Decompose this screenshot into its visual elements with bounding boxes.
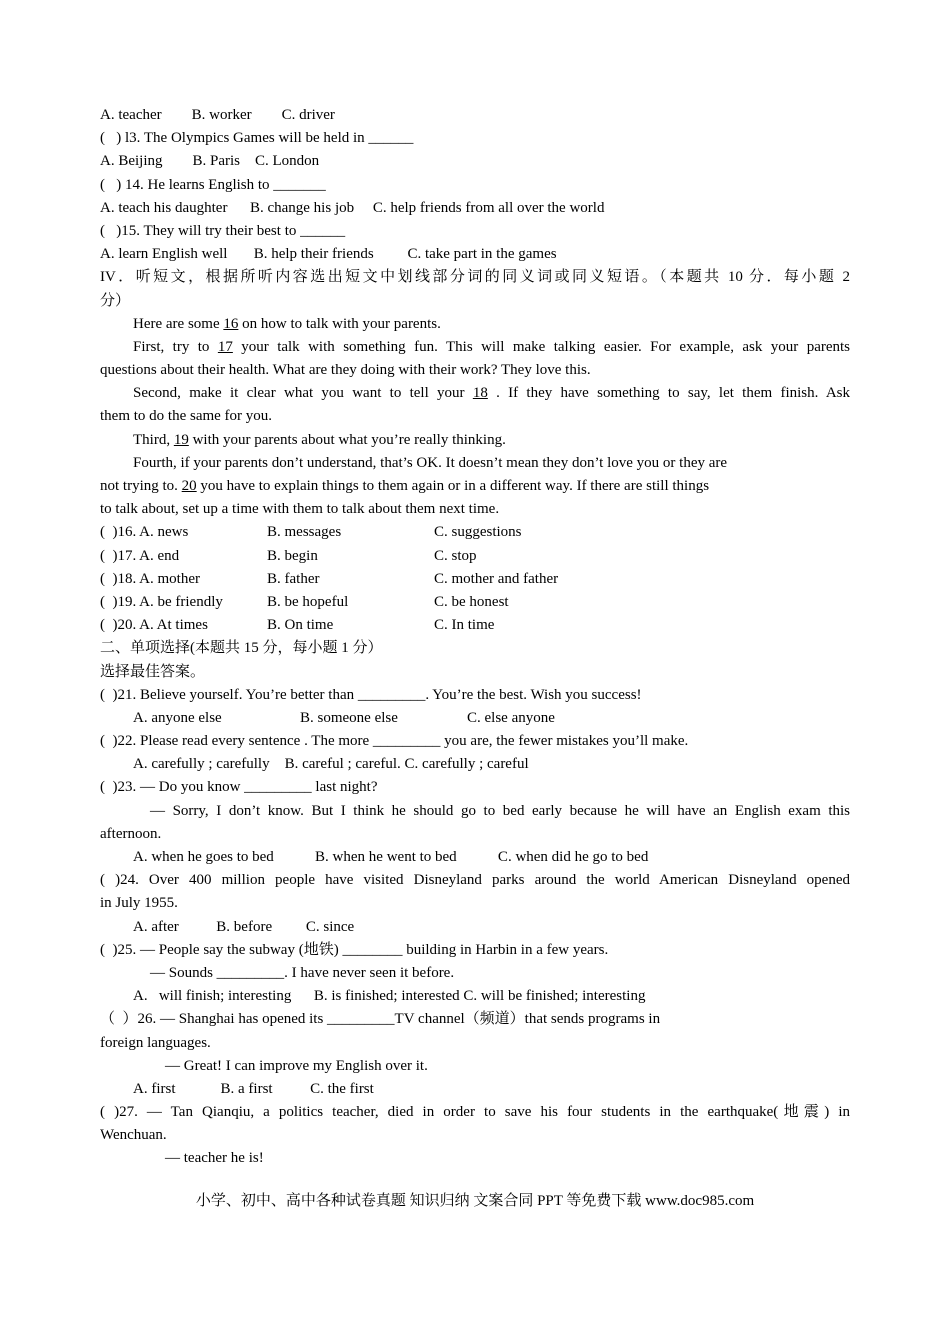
q13-options: A. Beijing B. Paris C. London bbox=[100, 153, 320, 170]
passage-paragraph-5-cont bbox=[100, 475, 850, 498]
q14-options: A. teach his daughter B. change his job C. help friends from all over the world bbox=[100, 199, 605, 216]
q24-stem-cont: in July 1955. bbox=[100, 895, 178, 912]
section4-heading: IV．听短文，根据所听内容选出短文中划线部分词的同义词或同义短语。（本题共 10 分．每小题 2 bbox=[100, 269, 850, 286]
option-b: B. father bbox=[267, 570, 320, 587]
blank-19: 19 bbox=[173, 431, 189, 448]
option-c: C. In time bbox=[434, 617, 495, 634]
blank-18: 18 bbox=[472, 385, 488, 402]
passage-text: Here are some bbox=[133, 315, 224, 332]
passage-text: Second, make it clear what you want to tell your bbox=[133, 385, 473, 402]
passage-paragraph-2 bbox=[100, 336, 850, 359]
q22-options: A. carefully ; carefully B. careful ; careful. C. carefully ; careful bbox=[133, 756, 529, 773]
passage-paragraph-2-cont: questions about their health. What are they doing with their work? They love this. bbox=[100, 362, 591, 379]
passage-text: with your parents about what you’re really thinking. bbox=[188, 431, 506, 448]
q25-reply: — Sounds _________. I have never seen it before. bbox=[150, 964, 455, 981]
passage-paragraph-5: Fourth, if your parents don’t understand, that’s OK. It doesn’t mean they don’t love you or they are bbox=[133, 454, 728, 471]
option-b: B. someone else bbox=[300, 709, 398, 726]
q23-reply: — Sorry, I don’t know. But I think he should go to bed early because he will have an English exam this bbox=[150, 802, 850, 819]
q26-options: A. first B. a first C. the first bbox=[133, 1080, 374, 1097]
q23-options: A. when he goes to bed B. when he went to bed C. when did he go to bed bbox=[133, 849, 649, 865]
q24-options: A. after B. before C. since bbox=[133, 918, 355, 935]
page-footer: 小学、初中、高中各种试卷真题 知识归纳 文案合同 PPT 等免费下载 www.doc985.com bbox=[195, 1193, 755, 1209]
q16-row bbox=[100, 521, 850, 544]
question-number-option-a: ( )17. A. end bbox=[100, 547, 180, 564]
q26-stem: （ ）26. — Shanghai has opened its _________TV channel（频道）that sends programs in bbox=[100, 1011, 661, 1028]
section2-heading: 二、单项选择(本题共 15 分，每小题 1 分） bbox=[100, 640, 383, 657]
q23-reply-cont: afternoon. bbox=[100, 825, 162, 842]
q23-stem: ( )23. — Do you know _________ last night? bbox=[100, 779, 378, 796]
q21-stem: ( )21. Believe yourself. You’re better than _________. You’re the best. Wish you success! bbox=[100, 686, 642, 703]
passage-text: you have to explain things to them again or in a different way. If there are still things bbox=[196, 478, 710, 494]
passage-text: your talk with something fun. This will make talking easier. For example, ask your parents bbox=[232, 338, 851, 355]
q15-options: A. learn English well B. help their friends C. take part in the games bbox=[100, 246, 557, 263]
q18-row bbox=[100, 568, 850, 591]
q27-stem: ( )27. — Tan Qianqiu, a politics teacher, died in order to save his four students in the earthquake(地震) in bbox=[100, 1104, 850, 1121]
q27-reply: — teacher he is! bbox=[165, 1150, 264, 1167]
question-number-option-a: ( )18. A. mother bbox=[100, 570, 200, 587]
passage-text: Third, bbox=[133, 431, 174, 448]
option-c: C. be honest bbox=[434, 593, 509, 610]
q24-stem: ( )24. Over 400 million people have visited Disneyland parks around the world American Disneyland opened bbox=[100, 872, 850, 889]
q20-row bbox=[100, 614, 850, 637]
option-b: B. begin bbox=[267, 547, 318, 564]
q26-reply: — Great! I can improve my English over it. bbox=[165, 1057, 428, 1074]
passage-paragraph-4 bbox=[100, 429, 850, 452]
q19-row bbox=[100, 591, 850, 614]
q25-stem: ( )25. — People say the subway (地铁) ________ building in Harbin in a few years. bbox=[100, 941, 609, 958]
passage-paragraph-3-cont: them to do the same for you. bbox=[100, 408, 273, 425]
q21-options bbox=[100, 707, 850, 730]
option-b: B. On time bbox=[267, 617, 334, 634]
passage-paragraph-5-end: to talk about, set up a time with them to talk about them next time. bbox=[100, 501, 500, 518]
q13-stem: ( ) l3. The Olympics Games will be held in ______ bbox=[100, 130, 414, 147]
option-b: B. messages bbox=[267, 524, 342, 541]
section2-instruction: 选择最佳答案。 bbox=[100, 663, 206, 680]
q26-stem-cont: foreign languages. bbox=[100, 1034, 211, 1051]
passage-text: First, try to bbox=[133, 338, 218, 355]
option-c: C. mother and father bbox=[434, 570, 559, 587]
question-number-option-a: ( )20. A. At times bbox=[100, 617, 208, 634]
q12-options: A. teacher B. worker C. driver bbox=[100, 107, 335, 123]
question-number-option-a: ( )19. A. be friendly bbox=[100, 593, 223, 610]
blank-17: 17 bbox=[217, 338, 233, 355]
passage-text: not trying to. bbox=[100, 478, 182, 494]
section4-heading-cont: 分） bbox=[100, 292, 131, 309]
q25-options: A. will finish; interesting B. is finished; interested C. will be finished; interesting bbox=[133, 988, 646, 1005]
passage-paragraph-3 bbox=[100, 382, 850, 405]
passage-text: . If they have something to say, let them finish. Ask bbox=[487, 385, 851, 402]
blank-20: 20 bbox=[181, 478, 197, 494]
q22-stem: ( )22. Please read every sentence . The more _________ you are, the fewer mistakes you’ll make. bbox=[100, 733, 689, 750]
q15-stem: ( )15. They will try their best to ______ bbox=[100, 222, 346, 239]
q27-stem-cont: Wenchuan. bbox=[100, 1127, 167, 1144]
passage-text: on how to talk with your parents. bbox=[238, 315, 441, 332]
option-b: B. be hopeful bbox=[267, 593, 349, 610]
q14-stem: ( ) 14. He learns English to _______ bbox=[100, 176, 326, 193]
exam-page bbox=[100, 104, 850, 1171]
question-number-option-a: ( )16. A. news bbox=[100, 524, 189, 541]
option-c: C. else anyone bbox=[467, 709, 555, 726]
option-c: C. suggestions bbox=[434, 524, 522, 541]
passage-paragraph-1 bbox=[100, 313, 850, 336]
option-a: A. anyone else bbox=[133, 709, 222, 726]
option-c: C. stop bbox=[434, 547, 477, 564]
q17-row bbox=[100, 545, 850, 568]
blank-16: 16 bbox=[223, 315, 239, 332]
